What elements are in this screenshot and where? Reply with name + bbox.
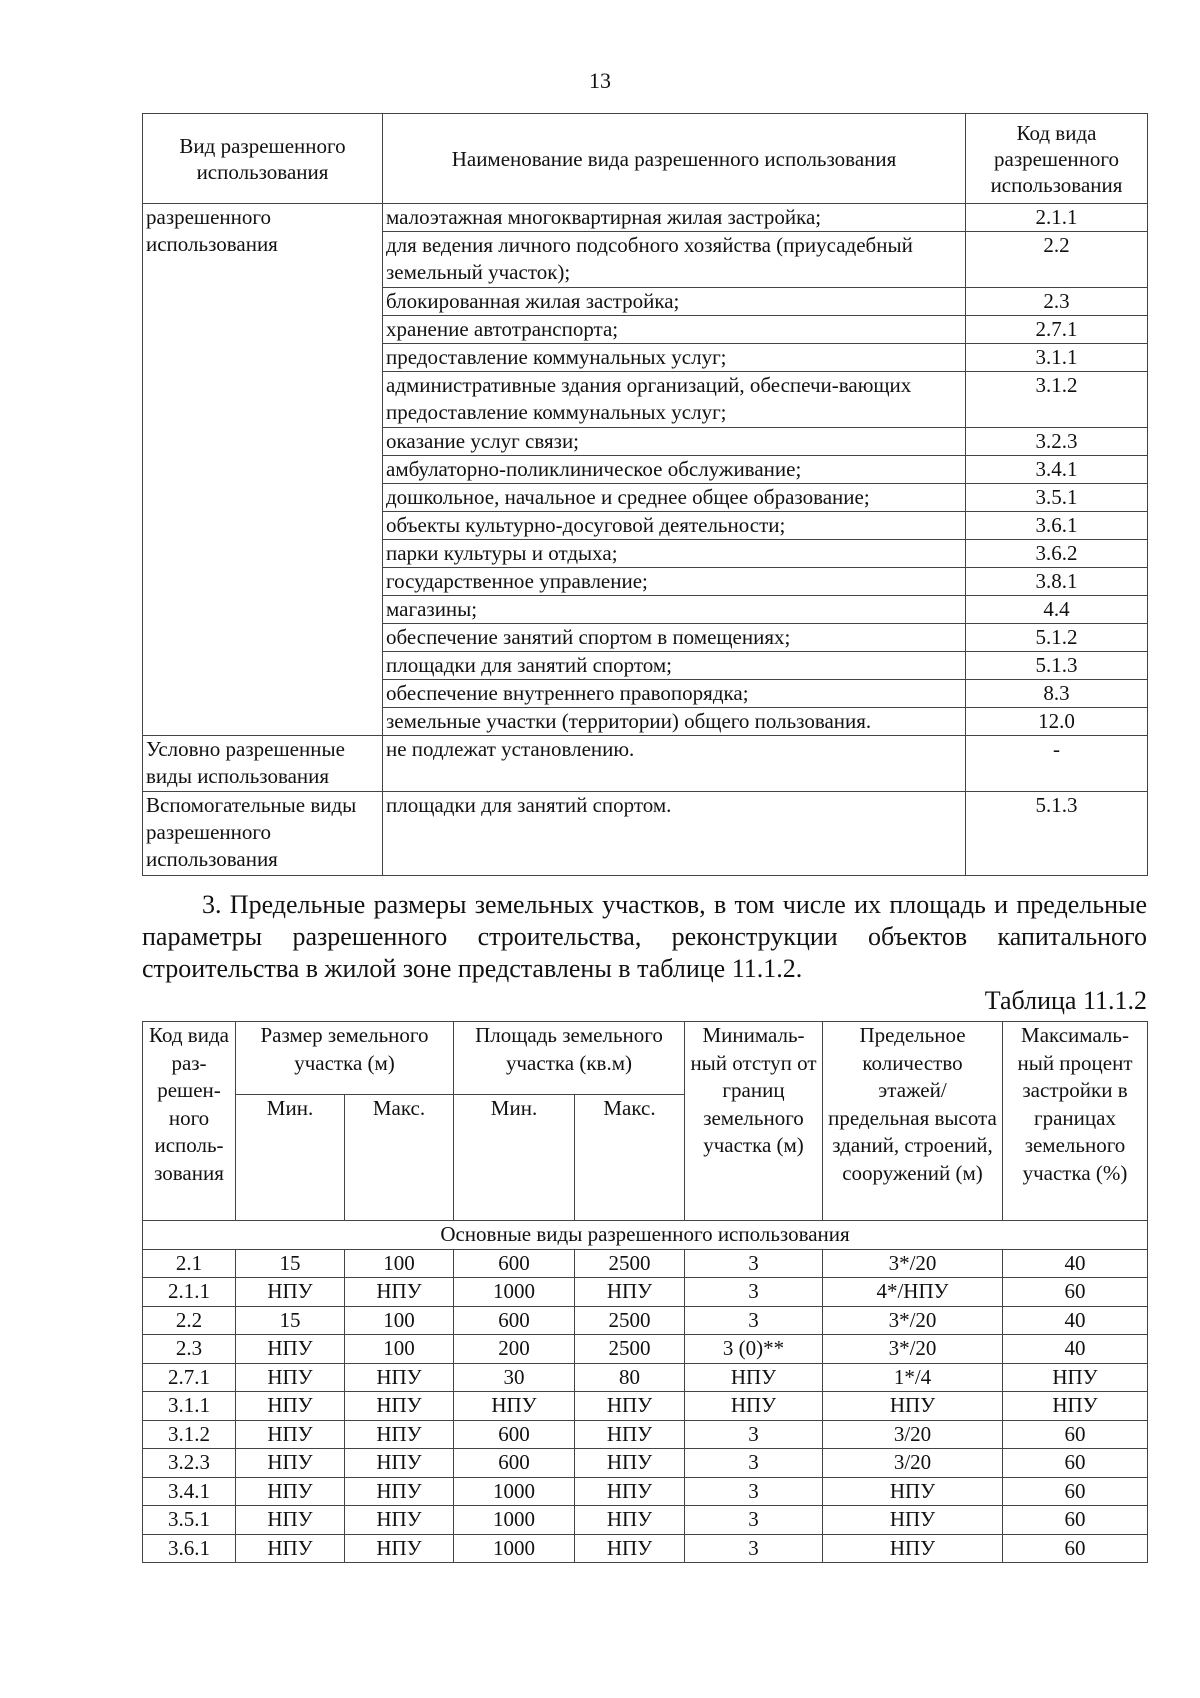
cell-size-min: НПУ	[236, 1506, 345, 1535]
header-area-min: Мин.	[454, 1095, 575, 1221]
cell-area-max: НПУ	[575, 1477, 685, 1506]
table-row	[143, 1534, 1148, 1563]
cell-code: 2.7.1	[143, 1363, 236, 1392]
use-name-cell: магазины;	[383, 596, 966, 624]
use-name-cell: для ведения личного подсобного хозяйства (приусадебный земельный участок);	[383, 232, 966, 288]
cell-size-max: НПУ	[345, 1278, 454, 1307]
cell-area-min: 600	[454, 1449, 575, 1478]
cell-size-max: НПУ	[345, 1363, 454, 1392]
cell-code: 3.1.1	[143, 1392, 236, 1421]
header-floors: Предельное количество этажей/ предельная высота зданий, строений, сооружений (м)	[823, 1022, 1003, 1221]
cell-setback: 3	[685, 1249, 823, 1278]
cell-area-max: 2500	[575, 1306, 685, 1335]
cell-area-max: НПУ	[575, 1506, 685, 1535]
table-row	[143, 204, 1148, 232]
cell-coverage: НПУ	[1003, 1363, 1148, 1392]
cell-area-min: 1000	[454, 1506, 575, 1535]
cell-code: 2.3	[143, 1335, 236, 1364]
cell-floors: 4*/НПУ	[823, 1278, 1003, 1307]
use-code-cell: 8.3	[966, 680, 1148, 708]
header-use-code: Код вида разрешенного использования	[966, 114, 1148, 204]
table-row	[143, 1506, 1148, 1535]
cell-code: 2.1	[143, 1249, 236, 1278]
use-type-main: разрешенного использования	[143, 204, 383, 736]
cell-floors: 1*/4	[823, 1363, 1003, 1392]
cell-size-max: НПУ	[345, 1506, 454, 1535]
cell-area-max: 2500	[575, 1335, 685, 1364]
header-coverage: Максималь-ный процент застройки в границах земельного участка (%)	[1003, 1022, 1148, 1221]
cell-size-max: НПУ	[345, 1477, 454, 1506]
cell-size-min: 15	[236, 1249, 345, 1278]
use-code-cell: 2.1.1	[966, 204, 1148, 232]
table-row	[143, 1449, 1148, 1478]
cell-coverage: 40	[1003, 1249, 1148, 1278]
use-name-cell: оказание услуг связи;	[383, 428, 966, 456]
cell-setback: 3	[685, 1534, 823, 1563]
cell-size-max: 100	[345, 1335, 454, 1364]
cell-code: 3.1.2	[143, 1420, 236, 1449]
cell-floors: НПУ	[823, 1477, 1003, 1506]
use-type-auxiliary: Вспомогательные виды разрешенного использования	[143, 792, 383, 876]
header-setback: Минималь-ный отступ от границ земельного участка (м)	[685, 1022, 823, 1221]
cell-floors: НПУ	[823, 1506, 1003, 1535]
cell-area-min: НПУ	[454, 1392, 575, 1421]
use-name-cell: обеспечение внутреннего правопорядка;	[383, 680, 966, 708]
use-code-cell: 3.6.1	[966, 512, 1148, 540]
cell-coverage: 40	[1003, 1306, 1148, 1335]
cell-setback: 3	[685, 1306, 823, 1335]
cell-area-min: 1000	[454, 1534, 575, 1563]
cell-area-max: НПУ	[575, 1449, 685, 1478]
cell-coverage: 60	[1003, 1420, 1148, 1449]
cell-size-min: НПУ	[236, 1477, 345, 1506]
table-row	[143, 1392, 1148, 1421]
cell-code: 3.5.1	[143, 1506, 236, 1535]
use-name-cell: государственное управление;	[383, 568, 966, 596]
cell-area-min: 600	[454, 1306, 575, 1335]
cell-setback: 3	[685, 1506, 823, 1535]
cell-coverage: 60	[1003, 1278, 1148, 1307]
cell-size-min: НПУ	[236, 1420, 345, 1449]
use-name-cell: административные здания организаций, обеспечи-вающих предоставление коммунальных услуг;	[383, 372, 966, 428]
use-name-cell: парки культуры и отдыха;	[383, 540, 966, 568]
cell-size-max: НПУ	[345, 1420, 454, 1449]
cell-size-min: 15	[236, 1306, 345, 1335]
cell-area-min: 600	[454, 1420, 575, 1449]
use-name-cell: площадки для занятий спортом;	[383, 652, 966, 680]
table-row	[143, 1249, 1148, 1278]
use-name-cell: амбулаторно-поликлиническое обслуживание;	[383, 456, 966, 484]
cell-area-max: НПУ	[575, 1420, 685, 1449]
table-caption: Таблица 11.1.2	[984, 986, 1147, 1015]
header-area: Площадь земельного участка (кв.м)	[454, 1022, 685, 1095]
use-name-cell: обеспечение занятий спортом в помещениях;	[383, 624, 966, 652]
cell-area-max: НПУ	[575, 1534, 685, 1563]
cell-area-min: 30	[454, 1363, 575, 1392]
cell-size-max: 100	[345, 1306, 454, 1335]
cell-setback: 3	[685, 1278, 823, 1307]
cell-coverage: 60	[1003, 1449, 1148, 1478]
use-code-cell: 2.2	[966, 232, 1148, 288]
cell-size-min: НПУ	[236, 1534, 345, 1563]
use-code-cell: 5.1.2	[966, 624, 1148, 652]
cell-code: 2.1.1	[143, 1278, 236, 1307]
cell-code: 3.4.1	[143, 1477, 236, 1506]
cell-setback: 3	[685, 1477, 823, 1506]
table-row-conditional	[143, 736, 1148, 792]
cell-size-min: НПУ	[236, 1278, 345, 1307]
use-code-cell: 2.7.1	[966, 316, 1148, 344]
cell-code: 3.6.1	[143, 1534, 236, 1563]
use-name-cell: дошкольное, начальное и среднее общее образование;	[383, 484, 966, 512]
use-name-cell: площадки для занятий спортом.	[383, 792, 966, 876]
cell-coverage: 60	[1003, 1534, 1148, 1563]
use-code-cell: 4.4	[966, 596, 1148, 624]
table-row	[143, 1335, 1148, 1364]
cell-setback: 3	[685, 1420, 823, 1449]
header-size-min: Мин.	[236, 1095, 345, 1221]
page-number: 13	[589, 68, 611, 93]
use-code-cell: 3.6.2	[966, 540, 1148, 568]
permitted-use-table	[142, 113, 1148, 876]
use-code-cell: -	[966, 736, 1148, 792]
header-area-max: Макс.	[575, 1095, 685, 1221]
use-code-cell: 3.8.1	[966, 568, 1148, 596]
use-code-cell: 3.5.1	[966, 484, 1148, 512]
cell-floors: 3/20	[823, 1449, 1003, 1478]
use-code-cell: 5.1.3	[966, 652, 1148, 680]
cell-area-min: 1000	[454, 1278, 575, 1307]
use-code-cell: 5.1.3	[966, 792, 1148, 876]
use-name-cell: малоэтажная многоквартирная жилая застройка;	[383, 204, 966, 232]
use-name-cell: блокированная жилая застройка;	[383, 288, 966, 316]
use-name-cell: объекты культурно-досуговой деятельности;	[383, 512, 966, 540]
cell-size-max: 100	[345, 1249, 454, 1278]
paragraph-3	[142, 889, 1147, 985]
cell-floors: НПУ	[823, 1534, 1003, 1563]
cell-floors: 3/20	[823, 1420, 1003, 1449]
cell-coverage: 60	[1003, 1506, 1148, 1535]
cell-coverage: 60	[1003, 1477, 1148, 1506]
cell-size-max: НПУ	[345, 1534, 454, 1563]
use-code-cell: 12.0	[966, 708, 1148, 736]
table-row	[143, 1278, 1148, 1307]
cell-size-max: НПУ	[345, 1449, 454, 1478]
use-name-cell: хранение автотранспорта;	[383, 316, 966, 344]
header-size: Размер земельного участка (м)	[236, 1022, 454, 1095]
use-code-cell: 3.1.2	[966, 372, 1148, 428]
cell-size-min: НПУ	[236, 1449, 345, 1478]
cell-floors: 3*/20	[823, 1249, 1003, 1278]
cell-setback: НПУ	[685, 1363, 823, 1392]
use-type-conditional: Условно разрешенные виды использования	[143, 736, 383, 792]
cell-size-min: НПУ	[236, 1335, 345, 1364]
use-name-cell: предоставление коммунальных услуг;	[383, 344, 966, 372]
use-code-cell: 3.1.1	[966, 344, 1148, 372]
plot-parameters-table	[142, 1021, 1148, 1563]
use-code-cell: 2.3	[966, 288, 1148, 316]
table-row	[143, 1477, 1148, 1506]
cell-setback: 3	[685, 1449, 823, 1478]
section-row: Основные виды разрешенного использования	[143, 1221, 1148, 1250]
cell-floors: 3*/20	[823, 1306, 1003, 1335]
cell-coverage: НПУ	[1003, 1392, 1148, 1421]
cell-size-min: НПУ	[236, 1363, 345, 1392]
cell-setback: 3 (0)**	[685, 1335, 823, 1364]
cell-size-max: НПУ	[345, 1392, 454, 1421]
cell-setback: НПУ	[685, 1392, 823, 1421]
cell-code: 3.2.3	[143, 1449, 236, 1478]
cell-size-min: НПУ	[236, 1392, 345, 1421]
header-use-name: Наименование вида разрешенного использования	[383, 114, 966, 204]
cell-coverage: 40	[1003, 1335, 1148, 1364]
table-row	[143, 1306, 1148, 1335]
use-name-cell: земельные участки (территории) общего пользования.	[383, 708, 966, 736]
header-use-type: Вид разрешенного использования	[143, 114, 383, 204]
cell-area-min: 600	[454, 1249, 575, 1278]
cell-area-max: НПУ	[575, 1278, 685, 1307]
table-row	[143, 1363, 1148, 1392]
header-code: Код вида раз-решен-ного исполь-зования	[143, 1022, 236, 1221]
cell-area-max: 80	[575, 1363, 685, 1392]
cell-area-max: НПУ	[575, 1392, 685, 1421]
table-row	[143, 1420, 1148, 1449]
cell-code: 2.2	[143, 1306, 236, 1335]
cell-area-min: 1000	[454, 1477, 575, 1506]
cell-floors: НПУ	[823, 1392, 1003, 1421]
table-row-auxiliary	[143, 792, 1148, 876]
cell-floors: 3*/20	[823, 1335, 1003, 1364]
cell-area-max: 2500	[575, 1249, 685, 1278]
header-size-max: Макс.	[345, 1095, 454, 1221]
use-code-cell: 3.2.3	[966, 428, 1148, 456]
paragraph-text: 3. Предельные размеры земельных участков, в том числе их площадь и предельные параметры разрешенного строительства, реконструкции объектов капитального строительства в жилой зоне представлены в таблице 11.1.2.	[142, 890, 1147, 983]
cell-area-min: 200	[454, 1335, 575, 1364]
use-code-cell: 3.4.1	[966, 456, 1148, 484]
use-name-cell: не подлежат установлению.	[383, 736, 966, 792]
